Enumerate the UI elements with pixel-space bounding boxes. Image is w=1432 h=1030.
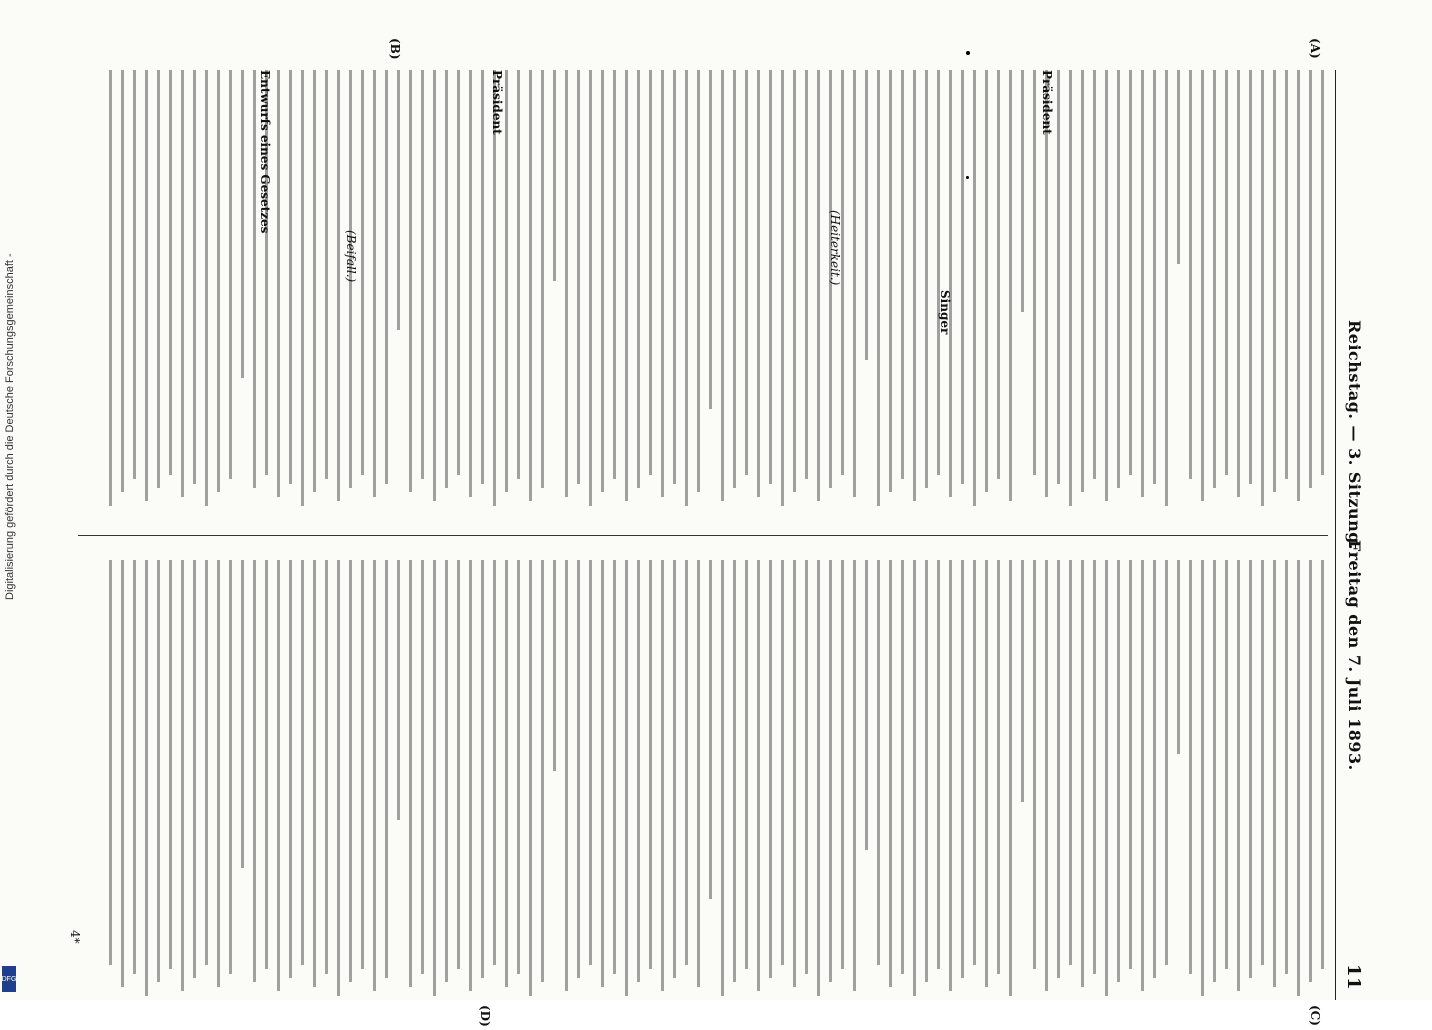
text-line	[829, 560, 832, 982]
text-line	[253, 560, 256, 982]
text-line	[265, 560, 268, 969]
text-line	[481, 70, 484, 484]
header-left: Reichstag. — 3. Sitzung.	[1345, 320, 1364, 550]
text-line	[577, 70, 580, 484]
text-line	[769, 70, 772, 484]
text-column-left	[94, 70, 1324, 510]
text-line	[937, 70, 940, 475]
text-line	[913, 70, 916, 501]
text-line	[1045, 560, 1048, 991]
text-line	[157, 70, 160, 488]
text-line	[1081, 560, 1084, 987]
text-line	[589, 560, 592, 965]
text-line	[925, 70, 928, 488]
text-line	[373, 70, 376, 497]
text-line	[1261, 70, 1264, 506]
text-line	[529, 560, 532, 996]
text-line	[1093, 70, 1096, 479]
text-line	[1009, 70, 1012, 501]
scan-speck	[966, 176, 969, 179]
text-line	[1285, 560, 1288, 974]
text-line	[1177, 70, 1180, 264]
text-line	[229, 70, 232, 479]
text-line	[1297, 70, 1300, 501]
text-line	[277, 70, 280, 497]
text-line	[973, 560, 976, 965]
text-line	[229, 560, 232, 974]
text-line	[673, 560, 676, 978]
text-line	[1177, 560, 1180, 754]
text-line	[193, 560, 196, 978]
text-line	[637, 560, 640, 982]
text-line	[457, 560, 460, 969]
text-line	[409, 70, 412, 492]
text-line	[601, 70, 604, 492]
text-line	[313, 70, 316, 492]
text-line	[469, 560, 472, 991]
text-line	[1069, 70, 1072, 506]
text-line	[961, 70, 964, 484]
text-line	[757, 560, 760, 991]
text-line	[133, 70, 136, 479]
text-line	[1153, 70, 1156, 484]
text-line	[685, 70, 688, 506]
text-line	[1201, 70, 1204, 501]
text-line	[997, 560, 1000, 974]
text-line	[589, 70, 592, 506]
text-line	[253, 70, 256, 488]
text-line	[685, 560, 688, 965]
text-line	[697, 70, 700, 492]
text-line	[553, 560, 556, 771]
text-line	[361, 560, 364, 969]
fragment-laughter: (Heiterkeit.)	[828, 210, 842, 286]
text-line	[889, 70, 892, 492]
margin-marker-c: (C)	[1308, 1005, 1322, 1026]
text-line	[601, 560, 604, 987]
text-line	[337, 560, 340, 996]
text-line	[961, 560, 964, 978]
text-line	[1261, 560, 1264, 965]
text-line	[733, 70, 736, 488]
text-line	[445, 560, 448, 982]
text-line	[745, 70, 748, 475]
text-line	[613, 560, 616, 974]
text-line	[697, 560, 700, 987]
text-line	[949, 70, 952, 497]
text-line	[469, 70, 472, 497]
text-line	[145, 560, 148, 996]
text-line	[1213, 70, 1216, 488]
text-line	[457, 70, 460, 475]
text-line	[985, 70, 988, 492]
text-line	[745, 560, 748, 969]
text-line	[493, 70, 496, 506]
text-line	[1321, 70, 1324, 475]
text-line	[541, 70, 544, 488]
text-line	[1021, 70, 1024, 312]
fragment-speaker: Singer	[938, 290, 952, 335]
text-line	[721, 560, 724, 996]
text-line	[1033, 560, 1036, 969]
text-line	[241, 560, 244, 868]
text-line	[925, 560, 928, 982]
text-line	[1129, 70, 1132, 475]
header-right: Freitag den 7. Juli 1893.	[1345, 540, 1364, 771]
text-line	[157, 560, 160, 982]
text-line	[913, 560, 916, 996]
text-line	[781, 560, 784, 965]
text-line	[421, 560, 424, 974]
text-line	[205, 560, 208, 965]
text-line	[349, 560, 352, 982]
text-line	[385, 70, 388, 484]
text-line	[1249, 70, 1252, 484]
text-line	[625, 560, 628, 996]
text-line	[517, 70, 520, 479]
text-line	[325, 70, 328, 479]
text-line	[505, 560, 508, 987]
text-line	[109, 70, 112, 506]
text-line	[409, 560, 412, 987]
rotated-page-content	[48, 30, 1372, 1030]
text-line	[433, 560, 436, 996]
text-line	[277, 560, 280, 991]
text-line	[169, 560, 172, 969]
text-line	[181, 560, 184, 991]
text-line	[541, 560, 544, 982]
text-column-right	[94, 560, 1324, 1000]
text-line	[877, 70, 880, 506]
column-divider	[78, 535, 1328, 536]
text-line	[1081, 70, 1084, 492]
text-line	[373, 560, 376, 991]
text-line	[673, 70, 676, 484]
text-line	[1225, 560, 1228, 969]
text-line	[649, 560, 652, 969]
text-line	[1201, 560, 1204, 996]
text-line	[985, 560, 988, 987]
text-line	[613, 70, 616, 479]
text-line	[661, 70, 664, 497]
text-line	[1009, 560, 1012, 996]
text-line	[205, 70, 208, 506]
text-line	[817, 70, 820, 501]
text-line	[181, 70, 184, 497]
text-line	[565, 70, 568, 497]
fragment-president-left: Präsident	[1040, 70, 1054, 135]
text-line	[121, 70, 124, 492]
text-line	[1285, 70, 1288, 479]
header-rule	[1335, 70, 1336, 1000]
text-line	[1153, 560, 1156, 978]
text-line	[805, 560, 808, 974]
text-line	[865, 560, 868, 850]
digitization-footer: Digitalisierung gefördert durch die Deutsche Forschungsgemeinschaft -	[4, 253, 16, 600]
margin-marker-d: (D)	[478, 1005, 492, 1027]
text-line	[949, 560, 952, 991]
text-line	[1273, 560, 1276, 987]
text-line	[1129, 560, 1132, 969]
fragment-signature-mark: 4*	[68, 930, 82, 944]
text-line	[121, 560, 124, 987]
text-line	[1057, 560, 1060, 978]
text-line	[493, 560, 496, 965]
text-line	[937, 560, 940, 969]
text-line	[853, 70, 856, 497]
text-line	[577, 560, 580, 978]
text-line	[1237, 70, 1240, 497]
text-line	[769, 560, 772, 978]
text-line	[997, 70, 1000, 479]
text-line	[169, 70, 172, 475]
text-line	[241, 70, 244, 378]
text-line	[1141, 70, 1144, 497]
fragment-president-right: Präsident	[490, 70, 504, 135]
text-line	[817, 560, 820, 996]
text-line	[301, 70, 304, 506]
text-line	[1165, 70, 1168, 506]
text-line	[289, 70, 292, 484]
text-line	[889, 560, 892, 987]
text-line	[805, 70, 808, 479]
text-line	[1237, 560, 1240, 991]
text-line	[1105, 560, 1108, 996]
text-line	[1189, 560, 1192, 974]
text-line	[517, 560, 520, 974]
text-line	[877, 560, 880, 965]
text-line	[721, 70, 724, 501]
text-line	[301, 560, 304, 965]
text-line	[1309, 70, 1312, 488]
text-line	[1021, 560, 1024, 802]
text-line	[1117, 70, 1120, 488]
fragment-motion: Entwurfs eines Gesetzes	[258, 70, 272, 234]
text-line	[1273, 70, 1276, 492]
text-line	[757, 70, 760, 497]
text-line	[793, 560, 796, 987]
text-line	[901, 70, 904, 479]
text-line	[841, 560, 844, 969]
text-line	[145, 70, 148, 501]
text-line	[217, 70, 220, 492]
text-line	[397, 560, 400, 820]
text-line	[973, 70, 976, 506]
text-line	[481, 560, 484, 978]
text-line	[289, 560, 292, 978]
text-line	[1225, 70, 1228, 475]
text-line	[1141, 560, 1144, 991]
text-line	[637, 70, 640, 488]
text-line	[529, 70, 532, 501]
text-line	[709, 70, 712, 409]
text-line	[553, 70, 556, 281]
text-line	[1189, 70, 1192, 479]
text-line	[193, 70, 196, 484]
text-line	[853, 560, 856, 991]
text-line	[1249, 560, 1252, 978]
text-line	[565, 560, 568, 991]
text-line	[1321, 560, 1324, 969]
text-line	[1093, 560, 1096, 974]
page-header	[1340, 70, 1364, 990]
text-line	[421, 70, 424, 479]
text-line	[793, 70, 796, 492]
scan-speck	[966, 51, 970, 55]
text-line	[781, 70, 784, 506]
text-line	[1165, 560, 1168, 965]
text-line	[505, 70, 508, 492]
text-line	[625, 70, 628, 501]
text-line	[133, 560, 136, 974]
text-line	[433, 70, 436, 501]
margin-marker-b: (B)	[388, 38, 402, 60]
text-line	[1309, 560, 1312, 982]
page-number: 11	[1343, 963, 1364, 990]
margin-marker-a: (A)	[1308, 38, 1322, 59]
text-line	[1057, 70, 1060, 484]
text-line	[445, 70, 448, 488]
text-line	[313, 560, 316, 987]
text-line	[1213, 560, 1216, 982]
text-line	[733, 560, 736, 982]
text-line	[1033, 70, 1036, 475]
text-line	[361, 70, 364, 475]
text-line	[661, 560, 664, 991]
text-line	[325, 560, 328, 974]
text-line	[397, 70, 400, 330]
text-line	[1297, 560, 1300, 996]
text-line	[709, 560, 712, 899]
text-line	[1117, 560, 1120, 982]
dfg-logo: DFG	[2, 966, 16, 992]
fragment-agreement: (Beifall.)	[344, 230, 358, 283]
text-line	[865, 70, 868, 360]
text-line	[109, 560, 112, 965]
text-line	[385, 560, 388, 978]
text-line	[901, 560, 904, 974]
text-line	[337, 70, 340, 501]
text-line	[649, 70, 652, 475]
text-line	[1069, 560, 1072, 965]
text-line	[1105, 70, 1108, 501]
text-line	[217, 560, 220, 987]
